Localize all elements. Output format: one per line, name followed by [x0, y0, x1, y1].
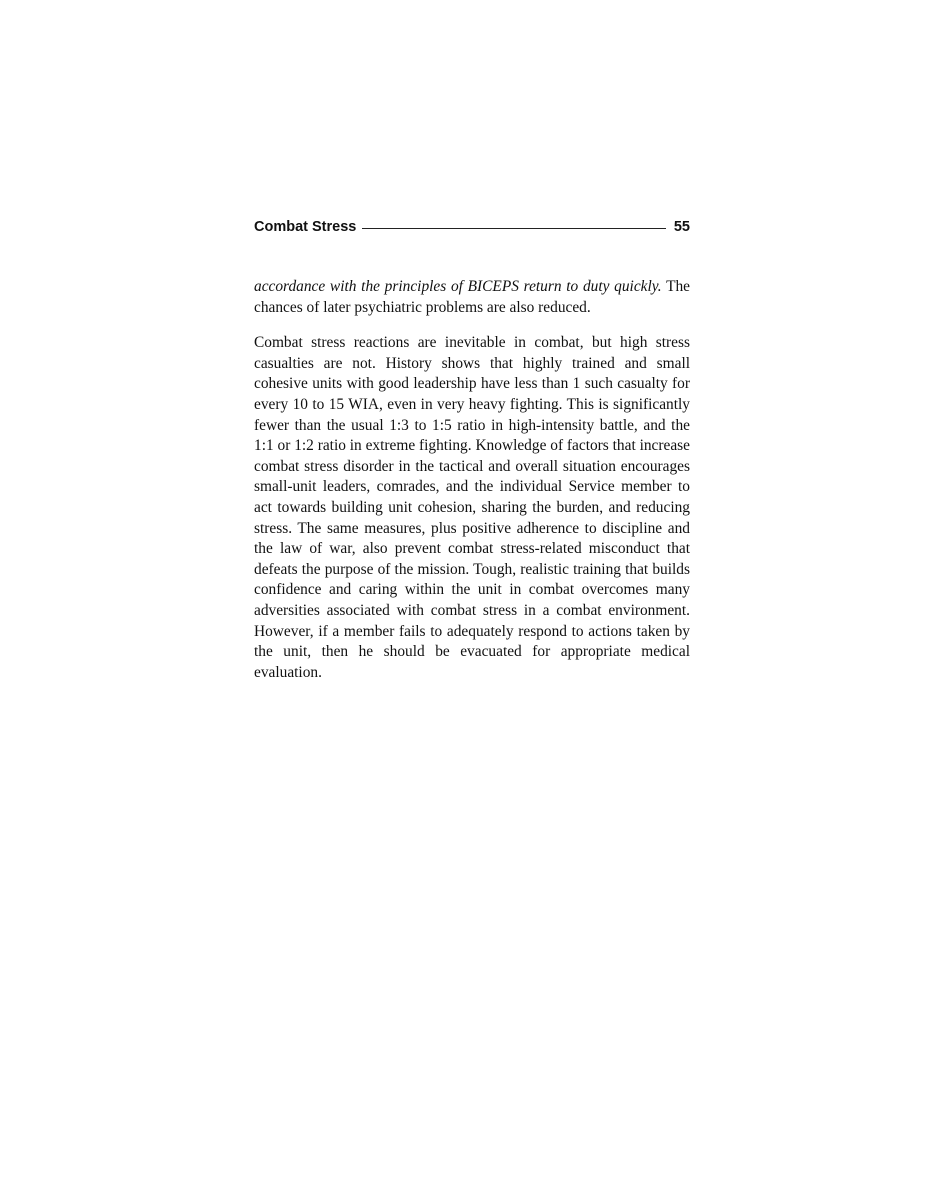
paragraph-1-italic: accordance with the principles of BICEPS return to duty quickly. [254, 278, 662, 295]
paragraph-1-rest: The chances of later psychiatric problems are also reduced. [254, 278, 690, 316]
running-header [254, 217, 690, 237]
paragraph-1 [254, 277, 690, 318]
paragraph-2: Combat stress reactions are inevitable in combat, but high stress casualties are not. History shows that highly trained and small cohesive units with good leadership have less than 1 such casualty for every 10 to 15 WIA, even in very heavy fighting. This is significantly fewer than the usual 1:3 to 1:5 ratio in high-intensity battle, and the 1:1 or 1:2 ratio in extreme fighting. Knowledge of factors that increase combat stress disorder in the tactical and overall situation encourages small-unit leaders, comrades, and the individual Service member to act towards building unit cohesion, sharing the burden, and reducing stress. The same measures, plus positive adherence to discipline and the law of war, also prevent combat stress-related misconduct that defeats the purpose of the mission. Tough, realistic training that builds confidence and caring within the unit in combat overcomes many adversities associated with combat stress in a combat environment. However, if a member fails to adequately respond to actions taken by the unit, then he should be evacuated for appropriate medical evaluation. [254, 334, 690, 681]
page-number: 55 [673, 219, 690, 235]
header-rule [362, 228, 666, 229]
body-text [254, 277, 690, 698]
chapter-title: Combat Stress [254, 219, 357, 235]
